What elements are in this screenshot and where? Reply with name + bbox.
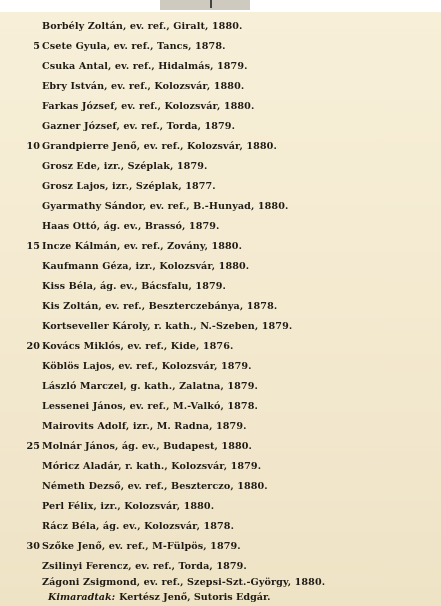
entry-line [18,36,226,56]
entry-line [18,176,216,196]
entry-line [18,116,235,136]
entry-text: Grandpierre Jenő, ev. ref., Kolozsvár, 1880. [42,140,277,152]
entry-line [18,396,258,416]
entry-line [18,136,277,156]
entry-line [18,16,242,36]
line-number: 15 [26,240,40,252]
entry-text: Mairovits Adolf, izr., M. Radna, 1879. [42,420,247,432]
line-number: 25 [26,440,40,452]
omitted-names: Kertész Jenő, Sutoris Edgár. [119,591,271,603]
entry-text: Kortseveller Károly, r. kath., N.-Szeben, 1879. [42,320,293,332]
entry-line [18,236,242,256]
entry-line [18,416,247,436]
top-strip [0,0,441,12]
entry-line [18,216,219,236]
entry-line [18,76,244,96]
entry-line [18,276,226,296]
line-number: 5 [33,40,40,52]
entry-text: Grosz Lajos, izr., Széplak, 1877. [42,180,216,192]
entry-line [18,516,234,536]
entry-text: Perl Félix, izr., Kolozsvár, 1880. [42,500,215,512]
entry-line [18,296,277,316]
entry-line [18,356,252,376]
entry-text: Grosz Ede, izr., Széplak, 1879. [42,160,208,172]
entry-text: Gyarmathy Sándor, ev. ref., B.-Hunyad, 1880. [42,200,289,212]
entry-text: Köblös Lajos, ev. ref., Kolozsvár, 1879. [42,360,252,372]
line-number: 10 [26,140,40,152]
entry-text: Zsilinyi Ferencz, ev. ref., Torda, 1879. [42,560,247,572]
omitted-note [48,588,271,606]
entry-line [18,256,249,276]
entry-text: Haas Ottó, ág. ev., Brassó, 1879. [42,220,220,232]
entry-line [18,496,214,516]
entry-text: Szőke Jenő, ev. ref., M-Fülpös, 1879. [42,540,241,552]
entry-text: Kiss Béla, ág. ev., Bácsfalu, 1879. [42,280,226,292]
entry-text: Molnár János, ág. ev., Budapest, 1880. [42,440,252,452]
entry-line [18,156,207,176]
omitted-label: Kimaradtak: [48,591,116,603]
entry-line [18,56,248,76]
entry-line [18,436,252,456]
entry-text: Zágoni Zsigmond, ev. ref., Szepsi-Szt.-György, 1880. [42,576,326,588]
entry-line [18,376,258,396]
entry-text: Farkas József, ev. ref., Kolozsvár, 1880. [42,100,255,112]
entry-text: László Marczel, g. kath., Zalatna, 1879. [42,380,258,392]
entry-line [18,336,233,356]
entry-text: Kis Zoltán, ev. ref., Beszterczebánya, 1878. [42,300,278,312]
line-number: 30 [26,540,40,552]
entry-line [18,96,254,116]
entry-line [18,476,268,496]
entry-text: Csuka Antal, ev. ref., Hidalmás, 1879. [42,60,248,72]
entry-line [18,456,261,476]
entry-line [18,196,288,216]
entry-text: Lessenei János, ev. ref., M.-Valkó, 1878. [42,400,258,412]
entry-text: Incze Kálmán, ev. ref., Zovány, 1880. [42,240,243,252]
entry-text: Csete Gyula, ev. ref., Tancs, 1878. [42,40,226,52]
entry-text: Kaufmann Géza, izr., Kolozsvár, 1880. [42,260,250,272]
entry-text: Gazner József, ev. ref., Torda, 1879. [42,120,236,132]
entry-text: Kovács Miklós, ev. ref., Kide, 1876. [42,340,234,352]
entry-text: Ebry István, ev. ref., Kolozsvár, 1880. [42,80,245,92]
top-gray-tab [160,0,250,10]
entry-text: Németh Dezső, ev. ref., Beszterczo, 1880. [42,480,268,492]
entry-text: Móricz Aladár, r. kath., Kolozsvár, 1879. [42,460,262,472]
top-mark [210,0,212,8]
entry-text: Borbély Zoltán, ev. ref., Giralt, 1880. [42,20,243,32]
entry-line [18,316,292,336]
entry-text: Rácz Béla, ág. ev., Kolozsvár, 1878. [42,520,235,532]
entry-line [18,536,241,556]
line-number: 20 [26,340,40,352]
